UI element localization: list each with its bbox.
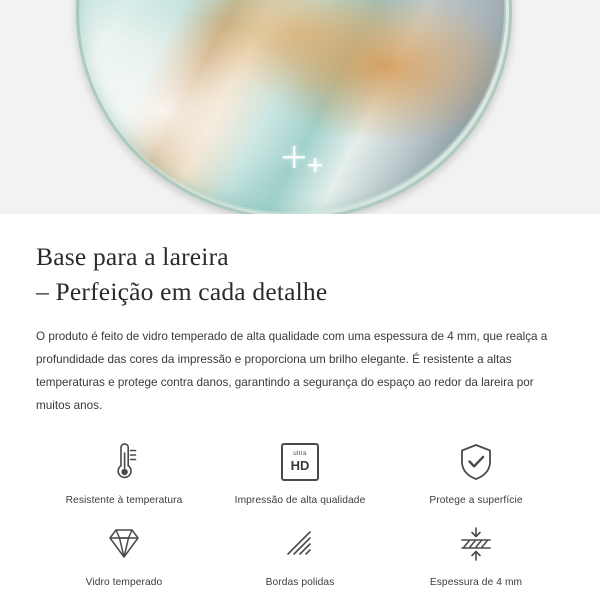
feature-label: Espessura de 4 mm [429, 576, 523, 588]
thermometer-icon [104, 440, 144, 484]
feature-item-temperature-resistant [36, 440, 212, 506]
feature-item-polished-edges [212, 522, 388, 588]
diamond-icon [102, 522, 146, 566]
ultra-hd-badge-bottom: HD [290, 457, 310, 473]
feature-label: Bordas polidas [265, 576, 335, 588]
feature-label: Vidro temperado [85, 576, 163, 588]
ultra-hd-badge-top: ultra [293, 450, 307, 458]
feature-item-print-quality [212, 440, 388, 506]
feature-label: Resistente à temperatura [65, 494, 183, 506]
feature-grid [36, 440, 564, 588]
feature-label: Protege a superfície [429, 494, 523, 506]
feature-item-tempered-glass [36, 522, 212, 588]
feature-label: Impressão de alta qualidade [234, 494, 366, 506]
shield-check-icon [457, 440, 495, 484]
glass-plate-artwork [76, 0, 506, 214]
feature-item-surface-protection [388, 440, 564, 506]
page-title-line-1: Base para a lareira [36, 242, 229, 271]
page-title [36, 240, 564, 309]
feature-item-thickness [388, 522, 564, 588]
ultra-hd-icon [281, 440, 319, 484]
hero-image [0, 0, 600, 214]
product-description-text: O produto é feito de vidro temperado de alta qualidade com uma espessura de 4 mm, que realça a profundidade das cores da impressão e proporciona um brilho elegante. É resistente a altas temperaturas e protege contra danos, garantindo a segurança do espaço ao redor da lareira por muitos anos. [36, 330, 548, 412]
thickness-arrows-icon [454, 522, 498, 566]
hero-background [0, 0, 600, 214]
polished-edges-icon [279, 522, 321, 566]
content-area [0, 240, 600, 588]
page-title-line-2: – Perfeição em cada detalhe [36, 276, 328, 306]
